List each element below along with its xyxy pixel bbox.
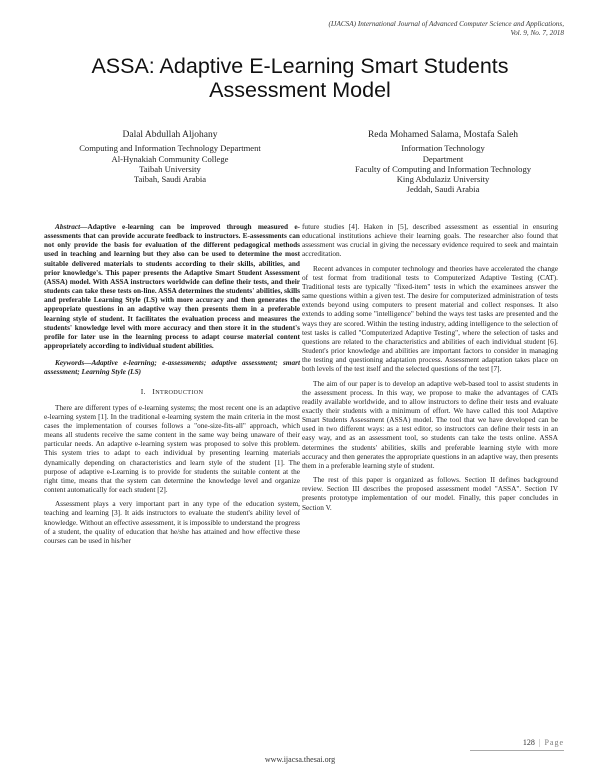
journal-name: (IJACSA) International Journal of Advanced Computer Science and Applications,	[328, 20, 564, 28]
author-affiliation-line: Taibah University	[139, 163, 201, 174]
body-paragraph: Recent advances in computer technology and theories have accelerated the change of test format from traditional tests to Computerized Adaptive Testing (CAT). Traditional tests are typically "fixed-item" tests in which the examinees answer the same questions within a given test. The desire for computerized administration of tests extends beyond using computers to present material and collect responses. It also extends to adding some "intelligence" behind the ways test tasks are presented and the ways they are scored. Within the testing industry, adding intelligence to the selection of test tasks is called "Computerized Adaptive Testing", where the selection of tasks and questions are related to the characteristics and abilities of each individual student [6]. Student's prior knowledge and abilities are important factors to consider in managing the testing and questioning adaptation process. Assessment adaptation takes place on both levels of the test itself and the selected questions of the test [7].	[302, 263, 558, 374]
body-paragraph: There are different types of e-learning systems; the most recent one is an adaptive e-learning system [1]. In the traditional e-learning system the main criteria in the most cases the implementation of courses follows a "one-size-fits-all" approach, which means all students receive the same content in the same way being unaware of their particular needs. An adaptive e-learning system was proposed to solve this problem. This system tries to adapt to each individual by presenting learning materials dynamically depending on characteristics and learn style of the student [1]. The purpose of adaptive e-Learning is to provide for students the suitable content at the right time, means that the system can determine the knowledge level and organize content automatically for each student [2].	[44, 402, 300, 495]
paper-title	[0, 54, 600, 102]
abstract-text: Adaptive e-learning can be improved through measured e-assessments that can provide accurate feedback to instructors. E-assessments can not only provide the basis for evaluation of the different pedagogical methods used in teaching and learning but they also can be used to determine the most suitable delivered materials to students according to their skills, abilities, and prior knowledge's. This paper presents the Adaptive Smart Student Assessment (ASSA) model. With ASSA instructors worldwide can define their tests, and their students can take these tests on-line. ASSA determines the students' abilities, skills and preferable Learning Style (LS) with more accuracy and then generates the appropriate questions in an adaptive way then presents them in a preferable learning style of student. It facilitates the evaluation process and measures the students' knowledge level with more accuracy and then store it in the student's profile for later use in the learning process to adapt course material content appropriately according to individual student abilities.	[44, 222, 300, 351]
author-affiliation-line: Faculty of Computing and Information Technology	[354, 163, 532, 174]
footer-url: www.ijacsa.thesai.org	[264, 755, 336, 764]
author-affiliation-line: King Abdulaziz University	[396, 174, 490, 185]
author-name: Reda Mohamed Salama, Mostafa Saleh	[367, 130, 519, 140]
footer-divider	[470, 750, 564, 751]
body-paragraph: The rest of this paper is organized as follows. Section II defines background review. Section III describes the proposed assessment model "ASSA". Section IV presents prototype implementation of our model. Finally, this paper concludes in Section V.	[302, 475, 558, 512]
body-paragraph: Assessment plays a very important part in any type of the education system, teaching and learning [3]. It aids instructors to evaluate the student's ability level of knowledge. Without an effective assessment, it is impossible to understand the progress of a student, the quality of education that he/she has attained and how effective these courses can be used in his/her	[44, 499, 300, 545]
author-affiliation-line: Information Technology	[401, 143, 485, 154]
section-title-rest: NTRODUCTION	[155, 388, 204, 396]
author-name: Dalal Abdullah Aljohany	[122, 130, 218, 140]
abstract-label: Abstract—	[55, 222, 88, 231]
keywords-text: Adaptive e-learning; e-assessments; adaptive assessment; smart assessment; Learning Style (LS)	[44, 358, 300, 377]
keywords-label: Keywords—	[55, 358, 92, 368]
body-paragraph-continued: future studies [4]. Haken in [5], described assessment as essential in ensuring educational institutions achieve their learning goals. The researcher also found that assessment was crucial in giving the necessary evidence required to seek and maintain accreditation.	[302, 222, 558, 259]
page-label: Page	[544, 738, 564, 747]
author-affiliation-line: Taibah, Saudi Arabia	[133, 174, 207, 185]
body-paragraph: The aim of our paper is to develop an adaptive web-based tool to assist students in the assessment process. In this way, we propose to make the advantages of CATs readily available worldwide, and to allow instructors to define their tests and evaluate exactly their students with a minimum of effort. We have called this tool Adaptive Smart Students Assessment (ASSA) model. The tool that we have developed can be used in two different ways: as a test editor, so instructors can define their tests in an easy way, and as an assessment tool, so students can take the tests online. ASSA determines the students' abilities, skills and preferable learning style with more accuracy and then generates the appropriate questions in an adaptive way, then presents them in a preferable learning style of student.	[302, 378, 558, 470]
section-title-initial: I	[152, 386, 156, 396]
author-affiliation-line: Al-Hynakiah Community College	[111, 153, 229, 164]
author-block-2	[316, 130, 570, 195]
right-column	[302, 222, 558, 517]
page-footer-number	[464, 738, 564, 747]
author-block-1	[50, 130, 290, 184]
abstract	[44, 222, 300, 350]
journal-volume: Vol. 9, No. 7, 2018	[510, 29, 564, 37]
left-column	[44, 222, 300, 550]
page-number: 128	[522, 738, 535, 747]
keywords	[44, 358, 300, 376]
journal-header	[234, 20, 564, 38]
page-separator: |	[538, 738, 541, 747]
author-affiliation-line: Department	[422, 153, 464, 164]
section-number: I.	[140, 386, 146, 396]
author-affiliation-line: Jeddah, Saudi Arabia	[406, 184, 480, 195]
title-line-2: Assessment Model	[209, 78, 391, 102]
author-affiliation-line: Computing and Information Technology Department	[79, 143, 261, 154]
title-line-1: ASSA: Adaptive E-Learning Smart Students	[91, 54, 509, 78]
section-heading-introduction	[44, 387, 300, 397]
